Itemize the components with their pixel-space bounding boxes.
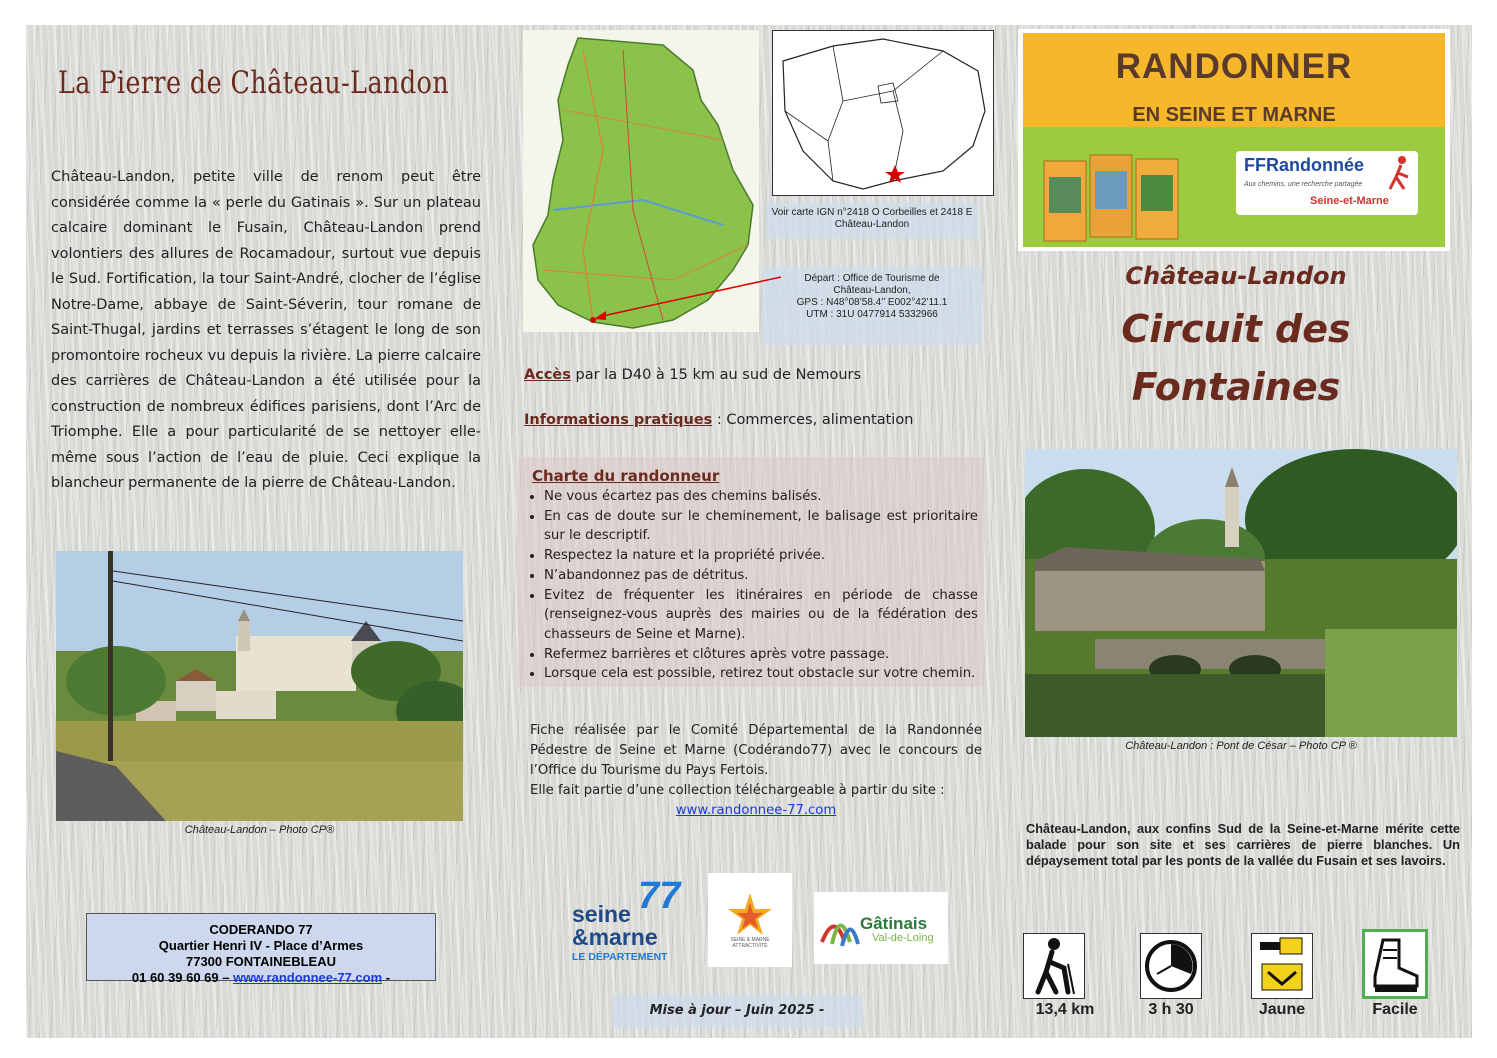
fiche-website-link[interactable]: www.randonnee-77.com [675,803,837,818]
boot-icon [1362,929,1428,999]
seine-marne-logo-num: 77 [638,875,681,917]
distance-label: 13,4 km [1035,1001,1095,1018]
charte-item: • En cas de doute sur le cheminement, le balisage est prioritaire sur le descriptif. [544,507,978,546]
ffr-walker-icon [1386,155,1414,193]
infos-label: Informations pratiques [524,412,713,428]
charte-list [524,487,978,684]
gatinais-logo [814,892,948,964]
attractivite-star-icon [708,873,792,967]
gatinais-logo-text-2: Val-de-Loing [872,932,934,944]
charte-title: Charte du randonneur [532,467,720,485]
town-photo [56,551,463,821]
randonner-banner [1018,29,1450,251]
guidebook-covers [1042,153,1182,243]
route-description: Château-Landon, aux confins Sud de la Seine-et-Marne mérite cette balade pour son site et ses carrières de pierre blanches. Un dépaysement total par les ponts de la vallée du Fusain et ses lavoirs. [1026,821,1460,868]
charte-item: • Ne vous écartez pas des chemins balisés. [544,487,978,507]
ffr-logo-text: FFRandonnée [1244,155,1364,175]
clock-icon [1140,933,1202,999]
update-date: Mise à jour – Juin 2025 - [612,995,862,1027]
depart-gps: GPS : N48°08’58.4’’ E002°42’11.1 [796,297,948,308]
left-title: La Pierre de Château-Landon [58,65,449,101]
region-map [772,30,994,196]
seine-marne-logo-text-3: LE DÉPARTEMENT [572,951,668,963]
depart-line-2: Château-Landon, [833,285,911,296]
infos-text: : Commerces, alimentation [716,412,914,428]
bridge-photo-caption: Château-Landon : Pont de César – Photo CP ® [1125,740,1357,752]
contact-website-link[interactable]: www.randonnee-77.com [233,970,383,985]
contact-name: CODERANDO 77 [209,922,313,937]
circuit-title-line-2: Fontaines [1131,365,1341,409]
waymark-label: Jaune [1258,1001,1306,1018]
attractivite-logo [708,873,792,967]
ign-note [766,203,978,239]
acces-text: par la D40 à 15 km au sud de Nemours [575,367,862,383]
infos-line [524,412,913,428]
contact-line [87,970,435,986]
contact-box [86,913,436,985]
banner-title: RANDONNER [1115,47,1353,86]
contact-address-2: 77300 FONTAINEBLEAU [185,954,336,969]
bridge-photo-image [1025,449,1457,737]
fiche-credits: Fiche réalisée par le Comité Départemental de la Randonnée Pédestre de Seine et Marne (Codérando77) avec le concours de l’Office du Tourisme du Pays Fertois. [530,723,982,778]
seine-marne-logo-text-2: &marne [572,924,658,950]
difficulty-label: Facile [1372,1001,1418,1018]
depart-box [762,267,982,345]
waymark-icon [1251,933,1313,999]
depart-utm: UTM : 31U 0477914 5332966 [806,309,938,320]
depart-arrow [586,273,786,323]
circuit-title-line-1: Circuit des [1121,307,1351,351]
hiker-icon [1023,933,1085,999]
charte-item: • Respectez la nature et la propriété privée. [544,546,978,566]
region-map-image [773,31,993,195]
attractivite-logo-text: SEINE & MARNE ATTRACTIVITÉ [730,937,770,949]
brochure-sheet [26,25,1472,1038]
town-photo-image [56,551,463,821]
ffr-logo-sub: Seine-et-Marne [1310,195,1389,207]
charte-item: • Evitez de fréquenter les itinéraires en période de chasse (renseignez-vous auprès des mairies ou de la fédération des chasseurs de Seine et Marne). [544,586,978,645]
charte-item: • Refermez barrières et clôtures après votre passage. [544,645,978,665]
ign-note-text: Voir carte IGN n°2418 O Corbeilles et 2418 E Château-Landon [771,207,973,230]
ffr-logo [1236,151,1418,215]
contact-phone: 01 60 39 60 69 – [131,970,230,985]
fiche-text [530,721,982,821]
depart-line-1: Départ : Office de Tourisme de [804,273,940,284]
charte-item: • Lorsque cela est possible, retirez tout obstacle sur votre chemin. [544,664,978,684]
banner-subtitle: EN SEINE ET MARNE [1132,104,1336,126]
fiche-collection: Elle fait partie d’une collection téléchargeable à partir du site : [530,783,945,798]
town-name: Château-Landon [1125,262,1347,290]
duration-label: 3 h 30 [1148,1001,1194,1018]
town-photo-caption: Château-Landon – Photo CP® [184,824,335,836]
intro-text: Château-Landon, petite ville de renom peut être considérée comme la « perle du Gatinais ». Sur un plateau calcaire dominant le Fusain, Château-Landon prend volontiers des allures de Rocamadour, surtout vue depuis le Sud. Fortification, la tour Saint-André, clocher de l’église Notre-Dame, abbaye de Saint-Séverin, tour romane de Saint-Thugal, jardins et terrasses s’étagent le long de son promontoire rocheux vu depuis la rivière. La pierre calcaire des carrières de Château-Landon a été utilisée pour la construction de nombreux édifices parisiens, dont l’Arc de Triomphe. Elle a pour particularité de se nettoyer elle-même sous l’action de l’eau de pluie. Ceci explique la blancheur permanente de la pierre de Château-Landon. [51,169,481,491]
ffr-logo-tagline: Aux chemins, une recherche partagée [1244,181,1363,188]
gatinais-logo-text-1: Gâtinais [860,914,928,933]
contact-address-1: Quartier Henri IV - Place d’Armes [158,938,364,953]
seine-marne-logo-text-1: seine [572,901,631,927]
bridge-photo [1025,449,1457,737]
acces-line [524,367,861,383]
charte-box [518,457,984,687]
contact-suffix: - [385,970,391,985]
seine-marne-logo [566,877,696,965]
charte-item: • N’abandonnez pas de détritus. [544,566,978,586]
acces-label: Accès [524,367,571,383]
